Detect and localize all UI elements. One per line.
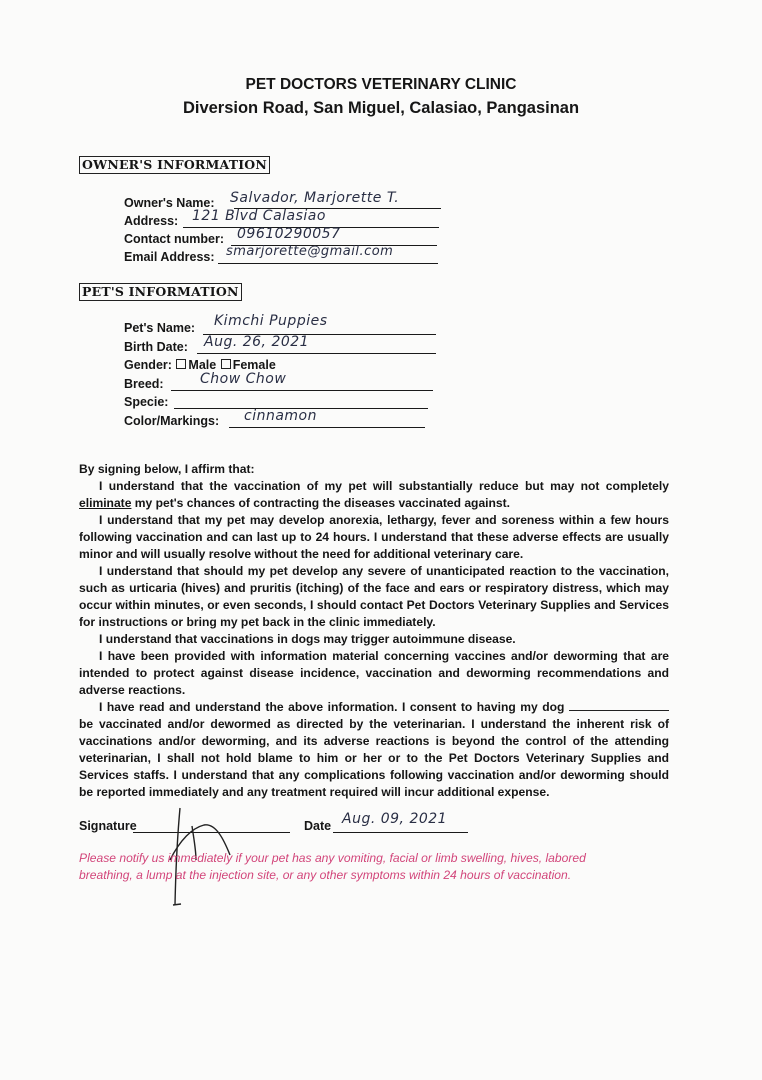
consent-p1-a: I understand that the vaccination of my pet will substantially reduce but may not completely	[99, 479, 669, 493]
contact-label: Contact number:	[124, 232, 224, 246]
date-value[interactable]: Aug. 09, 2021	[342, 811, 448, 827]
consent-p6	[79, 699, 669, 801]
date-label: Date	[304, 819, 332, 833]
consent-p1-eliminate: eliminate	[79, 496, 132, 510]
consent-intro: By signing below, I affirm that:	[79, 462, 255, 476]
color-value[interactable]: cinnamon	[244, 408, 317, 424]
consent-p3: I understand that should my pet develop any severe of unanticipated reaction to the vaccination, such as urticaria (hives) and pruritis (itching) of the face and ears or respiratory distress, which may occur within minutes, or even seconds, I should contact Pet Doctors Veterinary Supplies and Services for instructions or bring my pet back in the clinic immediately.	[79, 564, 669, 629]
pet-name-label: Pet's Name:	[124, 321, 196, 335]
specie-label: Specie:	[124, 395, 169, 409]
birth-date-label: Birth Date:	[124, 340, 188, 354]
female-label: Female	[232, 358, 276, 372]
breed-value[interactable]: Chow Chow	[200, 371, 287, 387]
consent-p6-a: I have read and understand the above information. I consent to having my dog	[99, 700, 565, 714]
male-checkbox[interactable]	[176, 359, 186, 369]
birth-date-line	[197, 353, 436, 354]
female-checkbox[interactable]	[221, 359, 231, 369]
email-label: Email Address:	[124, 250, 215, 264]
consent-p1	[79, 478, 669, 512]
owner-name-label: Owner's Name:	[124, 196, 215, 210]
birth-date-value[interactable]: Aug. 26, 2021	[204, 334, 310, 350]
consent-p5: I have been provided with information material concerning vaccines and/or deworming that are intended to protect against disease incidence, vaccination and deworming recommendations and adverse reactions.	[79, 649, 669, 697]
post-vaccination-notice: Please notify us immediately if your pet has any vomiting, facial or limb swelling, hives, labored breathing, a lump at the injection site, or any other symptoms within 24 hours of vaccination.	[79, 851, 586, 882]
signature-label: Signature	[79, 819, 137, 833]
pet-name-value[interactable]: Kimchi Puppies	[214, 313, 328, 329]
date-line	[333, 832, 468, 833]
owner-name-value[interactable]: Salvador, Marjorette T.	[230, 190, 400, 206]
email-line	[218, 263, 438, 264]
consent-p2: I understand that my pet may develop anorexia, lethargy, fever and soreness within a few hours following vaccination and can last up to 24 hours. I understand that these adverse effects are usually minor and will usually resolve without the need for additional veterinary care.	[79, 513, 669, 561]
consent-p1-b: my pet's chances of contracting the diseases vaccinated against.	[131, 496, 511, 510]
breed-line	[171, 390, 433, 391]
color-line	[229, 427, 425, 428]
clinic-name: PET DOCTORS VETERINARY CLINIC	[245, 76, 517, 93]
color-label: Color/Markings:	[124, 414, 220, 428]
gender-label: Gender:	[124, 358, 172, 372]
owner-section-heading: OWNER'S INFORMATION	[79, 156, 270, 174]
consent-p6-b: be vaccinated and/or dewormed as directed by the veterinarian. I understand the inherent risk of vaccinations and/or deworming, and its adverse reactions is beyond the control of the attending veterinarian, I shall not hold blame to him or her or to the Pet Doctors Veterinary Supplies and Services staffs. I understand that any complications following vaccination and/or deworming should be reported immediately and any treatment required will incur additional expense.	[79, 717, 669, 799]
address-value[interactable]: 121 Blvd Calasiao	[192, 208, 326, 224]
consent-p4: I understand that vaccinations in dogs may trigger autoimmune disease.	[99, 632, 516, 646]
breed-label: Breed:	[124, 377, 164, 391]
gender-row	[124, 358, 276, 372]
male-label: Male	[188, 358, 217, 372]
email-value[interactable]: smarjorette@gmail.com	[226, 244, 394, 259]
contact-value[interactable]: 09610290057	[237, 226, 341, 242]
clinic-address: Diversion Road, San Miguel, Calasiao, Pangasinan	[182, 99, 580, 117]
pet-section-heading: PET'S INFORMATION	[79, 283, 242, 301]
address-label: Address:	[124, 214, 179, 228]
dog-name-blank[interactable]	[569, 699, 669, 711]
